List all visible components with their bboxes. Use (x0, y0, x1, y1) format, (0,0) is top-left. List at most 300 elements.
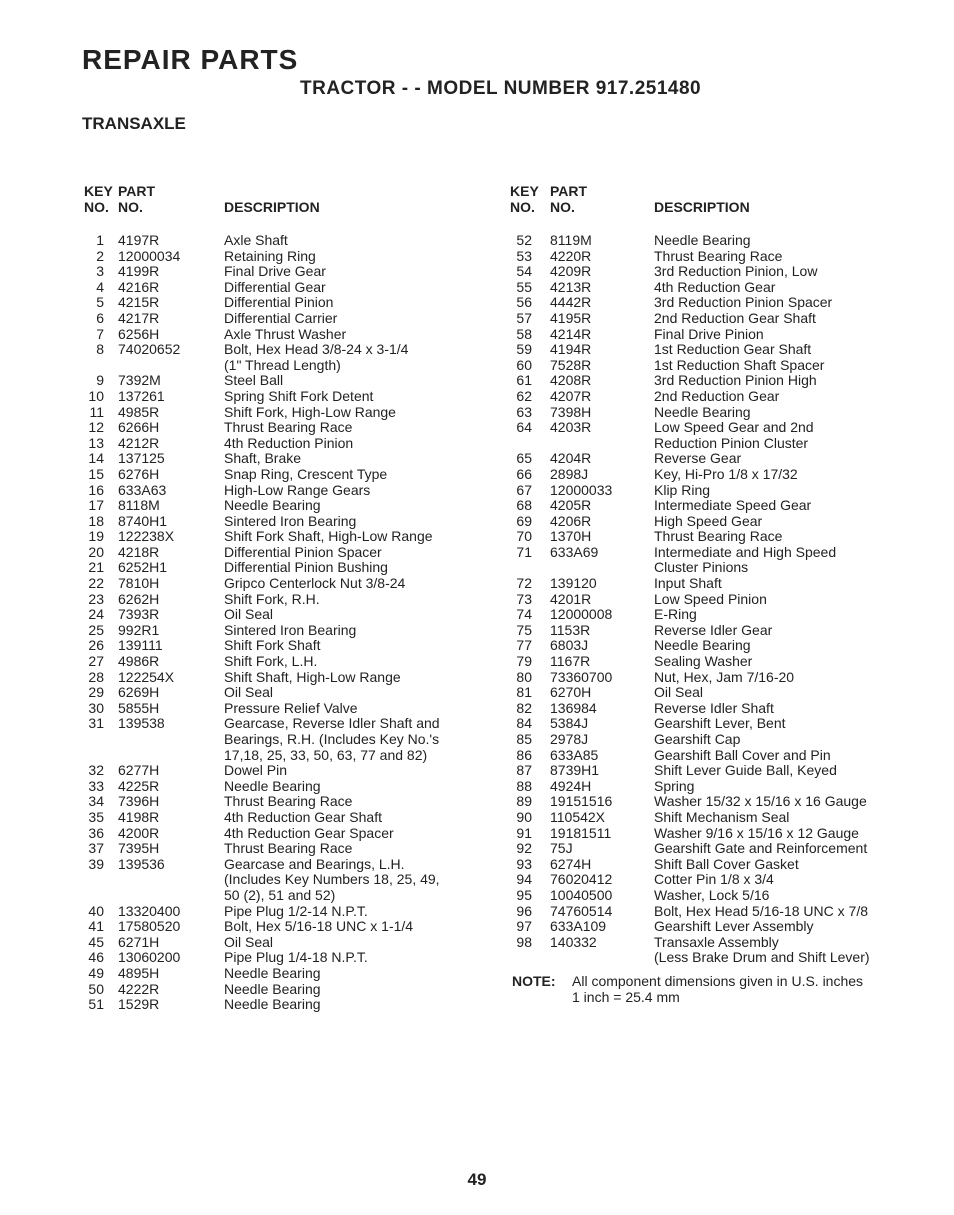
key-number: 29 (88, 684, 104, 701)
table-row (506, 342, 916, 358)
key-number: 31 (88, 715, 104, 732)
section-title: TRANSAXLE (82, 114, 186, 133)
part-description: E-Ring (654, 606, 697, 623)
key-number: 7 (96, 325, 104, 342)
table-row (506, 654, 916, 670)
key-number: 77 (516, 637, 532, 654)
page-title: REPAIR PARTS (82, 44, 299, 75)
part-number: 19151516 (550, 793, 613, 810)
key-number: 69 (516, 512, 532, 529)
table-row (80, 950, 500, 966)
part-description: Sealing Washer (654, 653, 753, 670)
part-description: Reverse Idler Shaft (654, 699, 774, 716)
key-number: 27 (88, 653, 104, 670)
key-number: 9 (96, 372, 104, 389)
table-row (506, 249, 916, 265)
table-row (80, 935, 500, 951)
part-description: Spring Shift Fork Detent (224, 387, 374, 404)
key-number: 59 (516, 341, 532, 358)
part-number: 74760514 (550, 902, 613, 919)
key-number: 2 (96, 247, 104, 264)
key-number: 52 (516, 232, 532, 248)
table-row (80, 763, 500, 779)
key-number: 74 (516, 606, 532, 623)
table-row (80, 311, 500, 327)
table-row (506, 841, 916, 857)
part-number: 4206R (550, 512, 592, 529)
part-description: Shift Fork Shaft (224, 637, 321, 654)
model-subtitle: TRACTOR - - MODEL NUMBER 917.251480 (300, 78, 702, 99)
key-number: 50 (88, 980, 104, 997)
table-row (506, 529, 916, 545)
part-description: Gearshift Gate and Reinforcement (654, 840, 868, 857)
part-number: 7393R (118, 606, 160, 623)
part-header-line2: NO. (550, 199, 575, 215)
key-number: 30 (88, 699, 104, 716)
table-row (80, 451, 500, 467)
part-number: 4216R (118, 278, 160, 295)
key-number: 92 (516, 840, 532, 857)
part-description: High-Low Range Gears (224, 481, 371, 498)
part-description: 1st Reduction Shaft Spacer (654, 356, 825, 373)
key-number: 62 (516, 387, 532, 404)
part-description: Gearcase and Bearings, L.H. (Includes Key Numbers 18, 25, 49, 50 (2), 51 and 52) (224, 855, 440, 903)
part-description: Shift Fork Shaft, High-Low Range (224, 528, 433, 545)
key-number: 16 (88, 481, 104, 498)
table-row (506, 701, 916, 717)
key-number: 94 (516, 871, 532, 888)
key-number: 45 (88, 933, 104, 950)
part-number: 6256H (118, 325, 160, 342)
key-number: 93 (516, 855, 532, 872)
part-number: 12000008 (550, 606, 613, 623)
key-number: 66 (516, 465, 532, 482)
key-number: 87 (516, 762, 532, 779)
table-row (80, 295, 500, 311)
part-number: 17580520 (118, 918, 181, 935)
table-row (506, 405, 916, 421)
part-description: Sintered Iron Bearing (224, 512, 357, 529)
part-number: 4208R (550, 372, 592, 389)
table-row (506, 794, 916, 810)
key-number: 51 (88, 996, 104, 1013)
part-description: Intermediate and High Speed Cluster Pinions (654, 543, 837, 576)
part-description: Oil Seal (224, 606, 274, 623)
part-description: 2nd Reduction Gear Shaft (654, 309, 816, 326)
part-description: Gearshift Lever, Bent (654, 715, 786, 732)
key-number: 41 (88, 918, 104, 935)
parts-list (506, 233, 916, 966)
part-number: 6266H (118, 419, 160, 436)
part-number: 4442R (550, 294, 592, 311)
part-description: Gearshift Lever Assembly (654, 918, 814, 935)
part-description: Differential Pinion Spacer (224, 543, 382, 560)
left-parts-column (80, 183, 500, 1013)
table-row (80, 794, 500, 810)
table-row (80, 249, 500, 265)
table-row (80, 904, 500, 920)
table-row (506, 576, 916, 592)
key-number: 68 (516, 497, 532, 514)
part-description: Gripco Centerlock Nut 3/8-24 (224, 575, 406, 592)
part-number: 8739H1 (550, 762, 600, 779)
key-header-line1: KEY (84, 183, 113, 199)
part-number: 4218R (118, 543, 160, 560)
table-row (506, 670, 916, 686)
part-number: 4213R (550, 278, 592, 295)
table-row (80, 373, 500, 389)
part-description: 3rd Reduction Pinion Spacer (654, 294, 833, 311)
note-label: NOTE: (512, 972, 556, 989)
table-row (506, 638, 916, 654)
part-number: 4215R (118, 294, 160, 311)
part-number: 4217R (118, 309, 160, 326)
part-description: Needle Bearing (224, 980, 321, 997)
part-number: 633A85 (550, 746, 599, 763)
key-number: 54 (516, 263, 532, 280)
part-description: Needle Bearing (654, 403, 751, 420)
part-description: Gearshift Cap (654, 731, 741, 747)
part-description: Differential Pinion Bushing (224, 559, 388, 576)
key-number: 23 (88, 590, 104, 607)
part-description: Cotter Pin 1/8 x 3/4 (654, 871, 774, 888)
part-description: Axle Thrust Washer (224, 325, 347, 342)
key-number: 90 (516, 808, 532, 825)
part-number: 13060200 (118, 949, 181, 966)
part-header-line1: PART (550, 183, 588, 199)
table-row (506, 233, 916, 249)
table-row (80, 420, 500, 436)
table-row (80, 810, 500, 826)
part-number: 1167R (550, 653, 591, 670)
part-description: Reverse Idler Gear (654, 621, 773, 638)
part-description: Oil Seal (654, 684, 704, 701)
key-number: 35 (88, 808, 104, 825)
part-description: Shift Shaft, High-Low Range (224, 668, 401, 685)
table-row (80, 327, 500, 343)
part-number: 6262H (118, 590, 160, 607)
part-number: 74020652 (118, 341, 181, 358)
part-description: 4th Reduction Gear Shaft (224, 808, 382, 825)
part-description: Key, Hi-Pro 1/8 x 17/32 (654, 465, 798, 482)
part-description: Washer 15/32 x 15/16 x 16 Gauge (654, 793, 867, 810)
table-row (80, 685, 500, 701)
key-number: 88 (516, 777, 532, 794)
part-description: Oil Seal (224, 933, 274, 950)
key-number: 96 (516, 902, 532, 919)
part-description: Bolt, Hex Head 3/8-24 x 3-1/4 (1" Thread Length) (224, 341, 409, 373)
table-row (506, 872, 916, 888)
part-number: 1529R (118, 996, 160, 1013)
key-number: 64 (516, 419, 532, 436)
part-description: High Speed Gear (654, 512, 763, 529)
part-description: 3rd Reduction Pinion, Low (654, 263, 818, 280)
part-number: 122238X (118, 528, 175, 545)
key-number: 97 (516, 918, 532, 935)
table-row (506, 264, 916, 280)
key-number: 6 (96, 309, 104, 326)
table-row (80, 545, 500, 561)
key-number: 17 (88, 497, 104, 514)
key-number: 10 (88, 387, 104, 404)
table-row (80, 498, 500, 514)
table-row (80, 623, 500, 639)
part-number: 110542X (550, 808, 606, 825)
part-description: Snap Ring, Crescent Type (224, 465, 388, 482)
table-row (506, 748, 916, 764)
part-description: Shift Lever Guide Ball, Keyed (654, 762, 837, 779)
key-header-line2: NO. (84, 199, 109, 215)
table-row (80, 514, 500, 530)
part-number: 7396H (118, 793, 160, 810)
table-row (506, 732, 916, 748)
part-number: 4197R (118, 232, 160, 248)
part-description: Shaft, Brake (224, 450, 302, 467)
part-description: Needle Bearing (224, 777, 321, 794)
table-row (80, 592, 500, 608)
note-text: All component dimensions given in U.S. inches 1 inch = 25.4 mm (572, 972, 864, 1005)
table-row (80, 716, 500, 763)
key-number: 60 (516, 356, 532, 373)
part-number: 6252H1 (118, 559, 168, 576)
part-description: Sintered Iron Bearing (224, 621, 357, 638)
part-description: Needle Bearing (224, 964, 321, 981)
part-number: 1153R (550, 621, 591, 638)
key-number: 58 (516, 325, 532, 342)
part-number: 8118M (118, 497, 160, 514)
part-description: Low Speed Pinion (654, 590, 767, 607)
key-number: 19 (88, 528, 104, 545)
table-row (80, 233, 500, 249)
part-number: 6803J (550, 637, 589, 654)
key-number: 26 (88, 637, 104, 654)
part-header-line2: NO. (118, 199, 143, 215)
part-number: 4209R (550, 263, 592, 280)
part-description: Intermediate Speed Gear (654, 497, 812, 514)
table-row (506, 779, 916, 795)
part-number: 76020412 (550, 871, 613, 888)
key-number: 28 (88, 668, 104, 685)
key-number: 57 (516, 309, 532, 326)
key-header-line2: NO. (510, 199, 535, 215)
part-number: 12000033 (550, 481, 613, 498)
description-header: DESCRIPTION (654, 199, 750, 215)
part-number: 6277H (118, 762, 160, 779)
key-number: 84 (516, 715, 532, 732)
column-header (506, 183, 916, 233)
table-row (80, 826, 500, 842)
part-number: 75J (550, 840, 573, 857)
part-number: 4986R (118, 653, 160, 670)
key-number: 89 (516, 793, 532, 810)
part-description: Needle Bearing (224, 996, 321, 1013)
part-number: 4212R (118, 434, 160, 451)
table-row (506, 685, 916, 701)
key-number: 73 (516, 590, 532, 607)
part-number: 139120 (550, 575, 597, 592)
part-description: Reverse Gear (654, 450, 742, 467)
part-number: 10040500 (550, 886, 613, 903)
key-number: 1 (96, 232, 104, 248)
table-row (80, 467, 500, 483)
part-description: Shift Fork, R.H. (224, 590, 320, 607)
part-description: Pipe Plug 1/4-18 N.P.T. (224, 949, 368, 966)
key-number: 3 (96, 263, 104, 280)
part-description: Thrust Bearing Race (654, 528, 783, 545)
table-row (506, 327, 916, 343)
key-number: 55 (516, 278, 532, 295)
part-description: Needle Bearing (654, 232, 751, 248)
page-number: 49 (467, 1170, 487, 1189)
key-number: 46 (88, 949, 104, 966)
part-description: Shift Fork, L.H. (224, 653, 318, 670)
part-description: Nut, Hex, Jam 7/16-20 (654, 668, 795, 685)
key-number: 70 (516, 528, 532, 545)
part-number: 6276H (118, 465, 160, 482)
table-row (506, 810, 916, 826)
key-number: 91 (516, 824, 532, 841)
key-number: 21 (88, 559, 104, 576)
table-row (506, 373, 916, 389)
description-header: DESCRIPTION (224, 199, 320, 215)
part-description: 4th Reduction Gear (654, 278, 776, 295)
part-number: 633A109 (550, 918, 607, 935)
key-number: 95 (516, 886, 532, 903)
table-row (80, 654, 500, 670)
table-row (506, 280, 916, 296)
table-row (80, 405, 500, 421)
key-number: 67 (516, 481, 532, 498)
key-number: 85 (516, 731, 532, 747)
part-description: Final Drive Gear (224, 263, 326, 280)
key-number: 56 (516, 294, 532, 311)
part-number: 7528R (550, 356, 592, 373)
table-row (506, 888, 916, 904)
table-row (506, 592, 916, 608)
key-number: 86 (516, 746, 532, 763)
part-number: 4207R (550, 387, 592, 404)
part-number: 6274H (550, 855, 592, 872)
table-row (506, 935, 916, 966)
part-description: Shift Ball Cover Gasket (654, 855, 799, 872)
part-number: 4195R (550, 309, 592, 326)
part-description: Gearshift Ball Cover and Pin (654, 746, 831, 763)
part-number: 137261 (118, 387, 165, 404)
part-description: Pressure Relief Valve (224, 699, 358, 716)
part-number: 7392M (118, 372, 161, 389)
part-number: 7810H (118, 575, 160, 592)
part-number: 5384J (550, 715, 589, 732)
part-number: 4200R (118, 824, 160, 841)
part-number: 4204R (550, 450, 592, 467)
key-number: 37 (88, 840, 104, 857)
part-number: 4222R (118, 980, 160, 997)
table-row (506, 451, 916, 467)
table-row (80, 919, 500, 935)
right-parts-column (506, 183, 916, 1005)
part-description: Spring (654, 777, 695, 794)
table-row (506, 826, 916, 842)
part-number: 6269H (118, 684, 160, 701)
part-number: 4201R (550, 590, 592, 607)
table-row (506, 857, 916, 873)
table-row (506, 514, 916, 530)
key-number: 12 (88, 419, 104, 436)
key-number: 15 (88, 465, 104, 482)
part-description: Dowel Pin (224, 762, 288, 779)
table-row (80, 529, 500, 545)
key-number: 13 (88, 434, 104, 451)
table-row (80, 982, 500, 998)
part-number: 2898J (550, 465, 589, 482)
key-number: 14 (88, 450, 104, 467)
key-number: 24 (88, 606, 104, 623)
key-number: 63 (516, 403, 532, 420)
key-number: 53 (516, 247, 532, 264)
part-description: 4th Reduction Gear Spacer (224, 824, 394, 841)
table-row (506, 763, 916, 779)
key-number: 72 (516, 575, 532, 592)
table-row (80, 638, 500, 654)
table-row (506, 716, 916, 732)
part-number: 633A63 (118, 481, 167, 498)
part-number: 8119M (550, 232, 592, 248)
key-number: 36 (88, 824, 104, 841)
part-description: Thrust Bearing Race (654, 247, 783, 264)
table-row (80, 436, 500, 452)
part-number: 73360700 (550, 668, 613, 685)
key-number: 81 (516, 684, 532, 701)
table-row (506, 311, 916, 327)
table-row (80, 997, 500, 1013)
table-row (80, 483, 500, 499)
table-row (80, 560, 500, 576)
table-row (80, 701, 500, 717)
part-number: 992R1 (118, 621, 160, 638)
key-number: 61 (516, 372, 532, 389)
part-description: Washer 9/16 x 15/16 x 12 Gauge (654, 824, 859, 841)
part-number: 139111 (118, 637, 163, 654)
part-description: Differential Carrier (224, 309, 338, 326)
key-number: 39 (88, 855, 104, 872)
part-number: 4203R (550, 419, 592, 436)
part-number: 4220R (550, 247, 592, 264)
part-number: 12000034 (118, 247, 181, 264)
part-description: Final Drive Pinion (654, 325, 764, 342)
part-description: Pipe Plug 1/2-14 N.P.T. (224, 902, 368, 919)
part-description: Transaxle Assembly (Less Brake Drum and Shift Lever) (654, 933, 870, 966)
key-number: 65 (516, 450, 532, 467)
part-header-line1: PART (118, 183, 156, 199)
parts-list (80, 233, 500, 1013)
table-row (506, 623, 916, 639)
table-row (506, 904, 916, 920)
part-description: 1st Reduction Gear Shaft (654, 341, 812, 358)
part-number: 4985R (118, 403, 160, 420)
part-number: 5855H (118, 699, 160, 716)
table-row (506, 295, 916, 311)
key-number: 8 (96, 341, 104, 358)
part-number: 19181511 (550, 824, 612, 841)
table-row (80, 280, 500, 296)
table-row (506, 420, 916, 451)
part-number: 4225R (118, 777, 160, 794)
part-description: Thrust Bearing Race (224, 840, 353, 857)
part-number: 6270H (550, 684, 592, 701)
key-number: 4 (96, 278, 104, 295)
key-number: 22 (88, 575, 104, 592)
table-row (506, 358, 916, 374)
